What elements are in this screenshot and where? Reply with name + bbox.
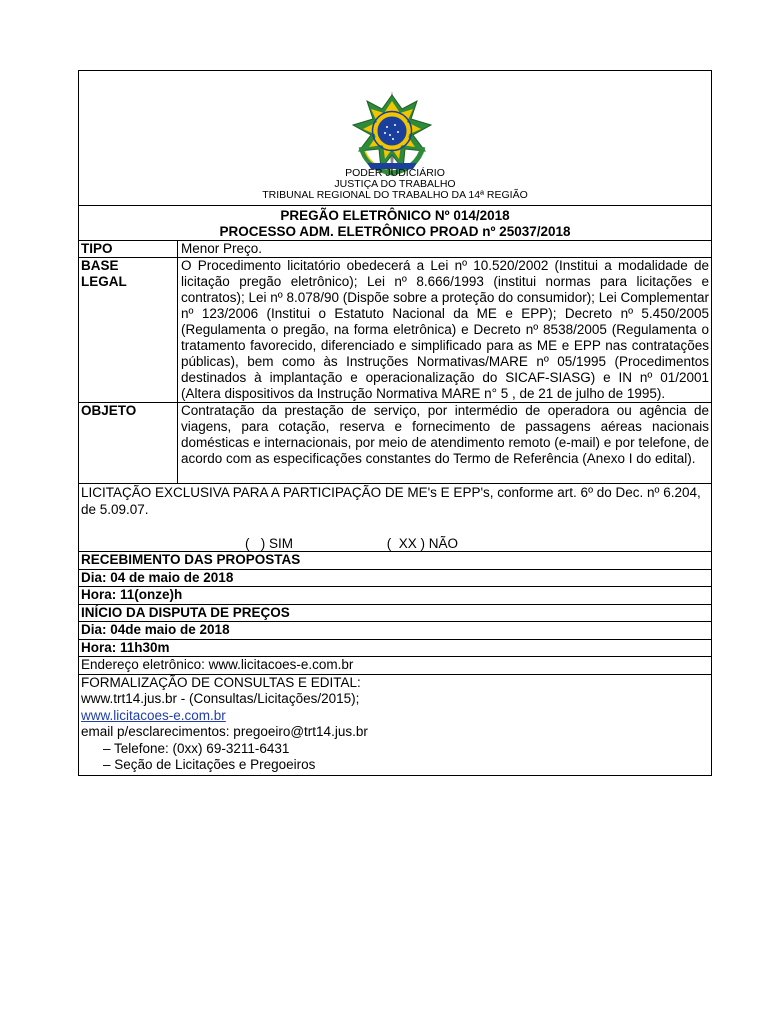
document-title [79,206,711,240]
exclusiva-text: LICITAÇÃO EXCLUSIVA PARA A PARTICIPAÇÃO DE ME's E EPP's, conforme art. 6º do Dec. nº 6.204, de 5.09.07. [81,485,701,517]
header-line-justica: JUSTIÇA DO TRABALHO [334,178,456,190]
row-base-legal [79,257,711,402]
formalizacao-secao: – Seção de Licitações e Pregoeiros [103,757,316,772]
formalizacao-telefone: – Telefone: (0xx) 69-3211-6431 [103,740,290,756]
label-legal: LEGAL [81,274,127,289]
row-tipo [79,240,711,257]
label-objeto: OBJETO [79,403,178,483]
option-sim: ( ) SIM [245,536,293,551]
recebimento-hora: Hora: 11(onze)h [79,586,711,604]
label-tipo: TIPO [79,241,178,257]
coat-of-arms-emblem [347,89,437,179]
value-objeto: Contratação da prestação de serviço, por intermédio de operadora ou agência de viagens, para cotação, reserva e fornecimento de passagens aéreas nacionais domésticas e internacionais, por meio de atendimento remoto (e-mail) e por telefone, de acordo com as especificações constantes do Termo de Referência (Anexo I do edital). [181,403,709,466]
title-pregao: PREGÃO ELETRÔNICO Nº 014/2018 [280,208,510,223]
disputa-heading: INÍCIO DA DISPUTA DE PREÇOS [79,604,711,622]
sim-nao-options [245,536,458,553]
value-base-legal: O Procedimento licitatório obedecerá a Lei nº 10.520/2002 (Institui a modalidade de licitação pregão eletrônico); Lei nº 8.666/1993 (institui normas para licitações e contratos); Lei nº 8.078/90 (Dispõe sobre a proteção do consumidor); Lei Complementar nº 123/2006 (Institui o Estatuto Nacional da ME e EPP); Decreto nº 5.450/2005 (Regulamenta o pregão, na forma eletrônica) e Decreto nº 8538/2005 (Regulamenta o tratamento favorecido, diferenciado e simplificado para as ME e EPP nas contratações públicas), bem como às Instruções Normativas/MARE nº 05/1995 (Procedimentos destinados à implantação e operacionalização do SICAF-SIASG) e IN nº 01/2001 (Altera dispositivos da Instrução Normativa MARE n° 5 , de 21 de julho de 1995). [181,258,709,401]
header-line-poder: PODER JUDICIÁRIO [345,167,445,179]
row-objeto [79,402,711,483]
header-line-tribunal: TRIBUNAL REGIONAL DO TRABALHO DA 14ª REGIÃO [262,189,528,201]
formalizacao-heading: FORMALIZAÇÃO DE CONSULTAS E EDITAL: [81,674,361,690]
disputa-hora: Hora: 11h30m [79,639,711,657]
licitacoes-link[interactable]: www.licitacoes-e.com.br [81,707,226,723]
title-processo: PROCESSO ADM. ELETRÔNICO PROAD nº 25037/2018 [219,224,571,239]
document-sheet [78,70,712,776]
document-header [79,71,711,206]
formalizacao-site: www.trt14.jus.br - (Consultas/Licitações/2015); [81,691,360,706]
recebimento-heading: RECEBIMENTO DAS PROPOSTAS [79,551,711,569]
exclusiva-section [79,483,711,551]
endereco-eletronico: Endereço eletrônico: www.licitacoes-e.com.br [79,656,711,674]
formalizacao-email: email p/esclarecimentos: pregoeiro@trt14.jus.br [81,724,368,739]
option-nao: ( XX ) NÃO [386,536,459,551]
value-tipo: Menor Preço. [181,241,263,256]
label-base-legal [79,258,178,402]
disputa-dia: Dia: 04de maio de 2018 [79,621,711,639]
recebimento-dia: Dia: 04 de maio de 2018 [79,569,711,587]
formalizacao-section [79,674,711,775]
label-base: BASE [81,258,119,273]
